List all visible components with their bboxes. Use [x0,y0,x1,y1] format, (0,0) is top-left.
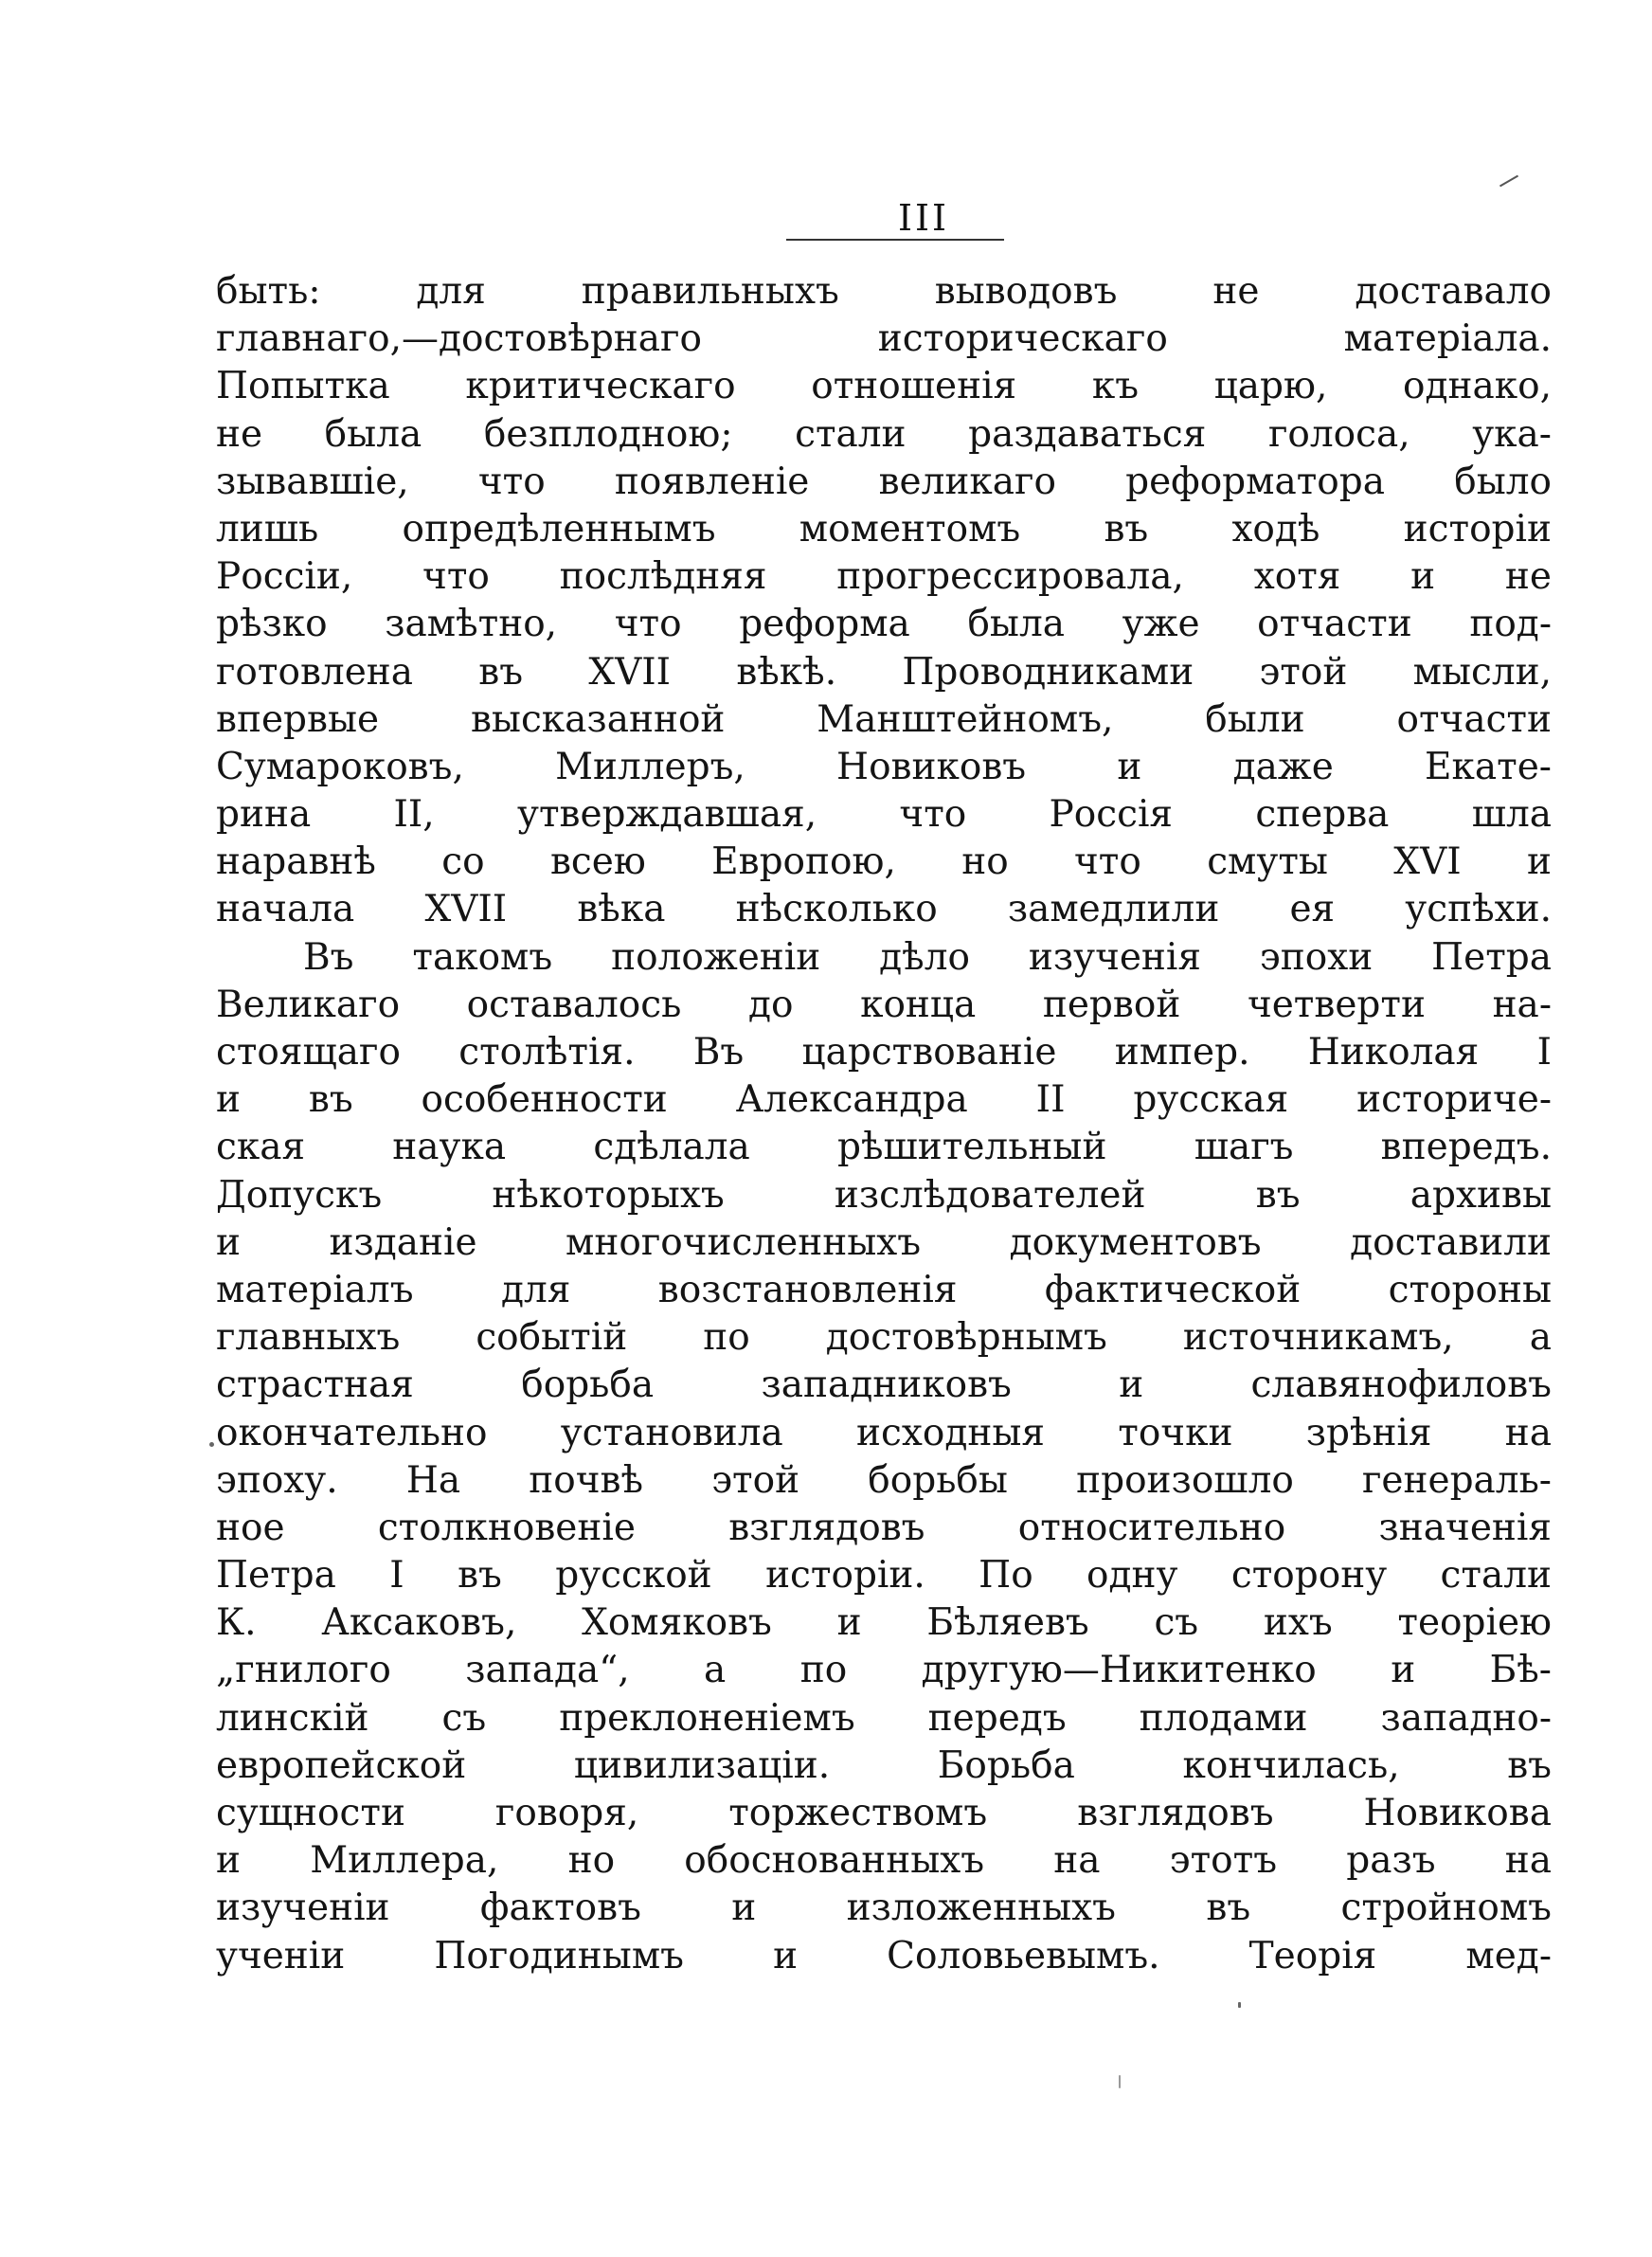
text-line: страстная борьба западниковъ и славянофиловъ [216,1363,1552,1407]
header-rule [786,239,1004,241]
ink-mark [1499,175,1518,188]
text-line: Петра I въ русской исторіи. По одну сторону стали [216,1554,1552,1598]
text-line: „гнилого запада“, а по другую—Никитенко и Бѣ- [216,1649,1552,1692]
page-number: III [897,197,950,239]
text-line: Допускъ нѣкоторыхъ изслѣдователей въ архивы [216,1173,1552,1217]
text-line: и изданіе многочисленныхъ документовъ доставили [216,1220,1552,1264]
paper-speck [1238,2002,1241,2008]
paper-speck [1119,2075,1121,2088]
text-line: Сумароковъ, Миллеръ, Новиковъ и даже Екате- [216,745,1552,788]
text-line: и въ особенности Александра II русская историче- [216,1078,1552,1122]
text-line: главныхъ событій по достовѣрнымъ источникамъ, а [216,1316,1552,1360]
text-line: зывавшіе, что появленіе великаго реформатора было [216,460,1552,503]
text-line: не была безплодною; стали раздаваться голоса, ука- [216,412,1552,456]
text-line: окончательно установила исходныя точки зрѣнія на [216,1411,1552,1454]
text-line: рѣзко замѣтно, что реформа была уже отчасти под- [216,603,1552,646]
text-line: лишь опредѣленнымъ моментомъ въ ходѣ исторіи [216,507,1552,551]
text-line: главнаго,—достовѣрнаго историческаго матеріала. [216,317,1552,361]
text-line: готовлена въ XVII вѣкѣ. Проводниками этой мысли, [216,650,1552,694]
text-line: ская наука сдѣлала рѣшительный шагъ впередъ. [216,1126,1552,1169]
text-line: ученіи Погодинымъ и Соловьевымъ. Теорія мед- [216,1934,1552,1977]
text-line: европейской цивилизаціи. Борьба кончилась, въ [216,1743,1552,1787]
text-line: эпоху. На почвѣ этой борьбы произошло генераль- [216,1458,1552,1502]
text-line: сущности говоря, торжествомъ взглядовъ Новикова [216,1792,1552,1834]
paragraph-first-line: Въ такомъ положеніи дѣло изученія эпохи Петра [303,935,1552,979]
text-line: Великаго оставалось до конца первой четверти на- [216,983,1552,1026]
text-line: наравнѣ со всею Европою, но что смуты XVI и [216,840,1552,884]
text-line: Россіи, что послѣдняя прогрессировала, хотя и не [216,555,1552,599]
text-line: изученіи фактовъ и изложенныхъ въ стройномъ [216,1887,1552,1930]
text-line: начала XVII вѣка нѣсколько замедлили ея успѣхи. [216,888,1552,931]
text-line: рина II, утверждавшая, что Россія сперва шла [216,793,1552,837]
text-line: стоящаго столѣтія. Въ царствованіе импер. Николая I [216,1031,1552,1074]
text-line: линскій съ преклоненіемъ передъ плодами западно- [216,1696,1552,1740]
text-line: впервые высказанной Манштейномъ, были отчасти [216,697,1552,741]
body-text [216,268,1552,1980]
text-line: ное столкновеніе взглядовъ относительно значенія [216,1506,1552,1549]
text-line: Попытка критическаго отношенія къ царю, однако, [216,365,1552,408]
text-line: К. Аксаковъ, Хомяковъ и Бѣляевъ съ ихъ теоріею [216,1601,1552,1645]
text-line: быть: для правильныхъ выводовъ не доставало [216,270,1552,313]
text-line: матеріалъ для возстановленія фактической стороны [216,1268,1552,1311]
paper-speck [209,1442,214,1447]
text-line: и Миллера, но обоснованныхъ на этотъ разъ на [216,1839,1552,1883]
